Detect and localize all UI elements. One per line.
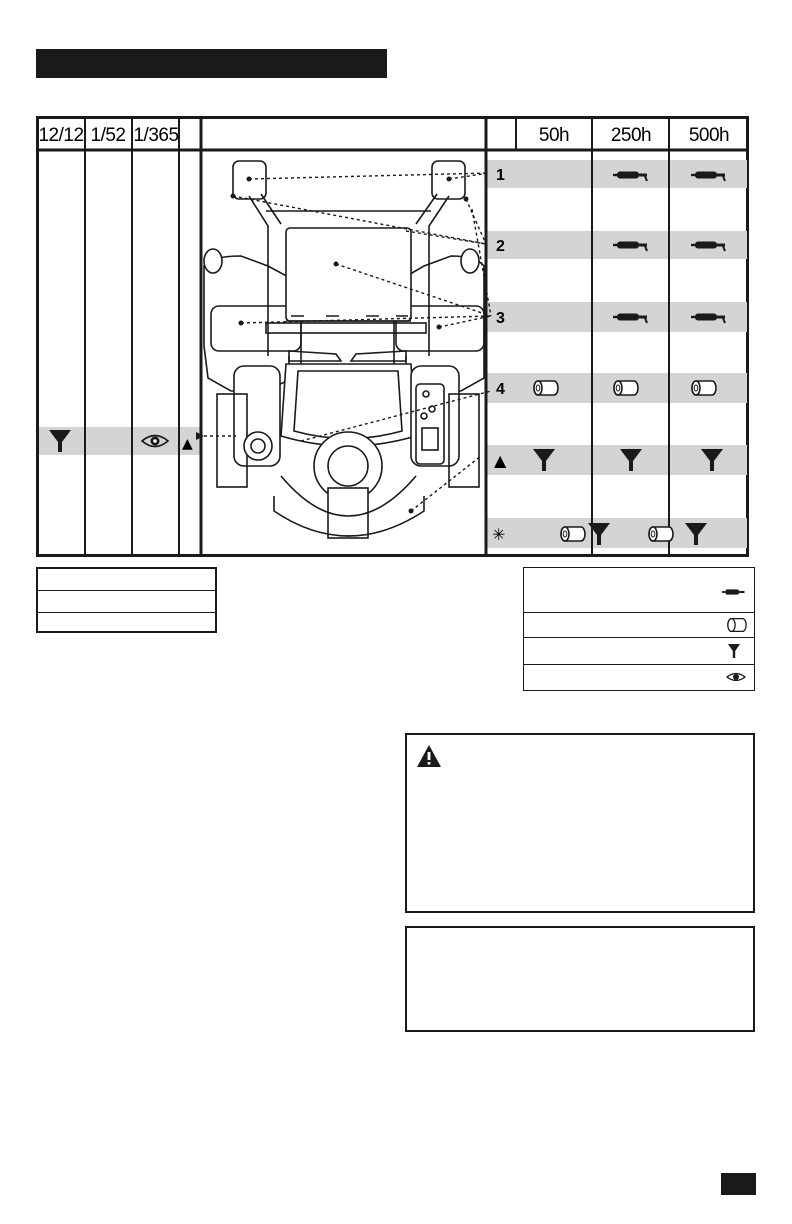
filter-cartridge-icon	[649, 527, 673, 541]
filter-cartridge-icon	[726, 616, 748, 634]
notes-row	[38, 591, 215, 613]
maintenance-schedule-table	[36, 116, 749, 557]
row-label-1: 1	[496, 167, 505, 184]
page-number-tab	[721, 1173, 756, 1195]
header-period-1: 12/12	[38, 125, 84, 146]
warning-box	[405, 733, 755, 913]
header-period-3: 1/365	[133, 125, 179, 146]
header-period-2: 1/52	[90, 125, 126, 146]
eye-icon	[726, 670, 746, 684]
grease-gun-icon	[720, 586, 748, 598]
legend-row-filter	[524, 613, 754, 638]
left-indicator: ▲	[182, 436, 193, 452]
note-box	[405, 926, 755, 1032]
row-label-4: 4	[496, 381, 505, 398]
header-hours-1: 50h	[538, 125, 570, 146]
filter-cartridge-icon	[692, 381, 716, 395]
section-title-bar	[36, 49, 387, 78]
filter-cartridge-icon	[614, 381, 638, 395]
row-label-5: ▲	[494, 451, 507, 470]
icon-legend	[523, 567, 755, 691]
filter-cartridge-icon	[561, 527, 585, 541]
legend-row-grease	[524, 568, 754, 613]
header-hours-3: 500h	[688, 125, 730, 146]
legend-row-inspect	[524, 665, 754, 690]
row-label-3: 3	[496, 310, 505, 327]
notes-row	[38, 613, 215, 634]
legend-row-oil	[524, 638, 754, 665]
notes-row	[38, 569, 215, 591]
row-label-6: ✳	[492, 525, 506, 544]
row-label-2: 2	[496, 238, 505, 255]
filter-cartridge-icon	[534, 381, 558, 395]
header-hours-2: 250h	[610, 125, 652, 146]
warning-triangle-icon	[416, 744, 442, 768]
oil-funnel-icon	[728, 644, 740, 658]
notes-table	[36, 567, 217, 633]
